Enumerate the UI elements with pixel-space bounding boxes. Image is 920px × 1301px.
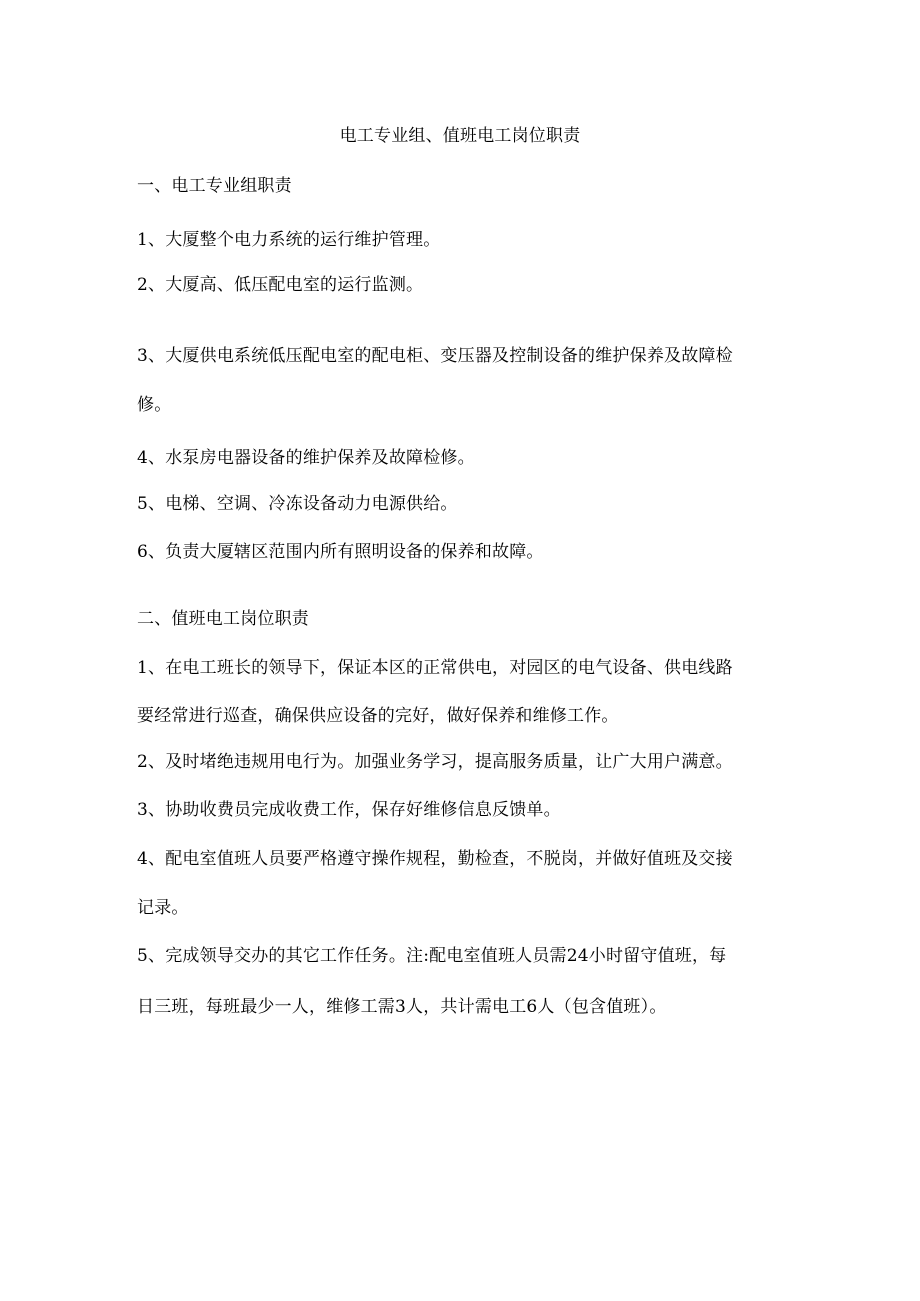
section2-item-continued: 日三班，每班最少一人，维修工需3人，共计需电工6人（包含值班）。 bbox=[137, 997, 667, 1017]
section1-item: 2、大厦高、低压配电室的运行监测。 bbox=[137, 275, 424, 295]
section1-item: 3、大厦供电系统低压配电室的配电柜、变压器及控制设备的维护保养及故障检 bbox=[137, 346, 733, 366]
section2-item: 1、在电工班长的领导下，保证本区的正常供电，对园区的电气设备、供电线路 bbox=[137, 658, 733, 678]
section2-item-continued: 记录。 bbox=[137, 898, 189, 918]
section1-item: 1、大厦整个电力系统的运行维护管理。 bbox=[137, 230, 441, 250]
section2-item-continued: 要经常进行巡查，确保供应设备的完好，做好保养和维修工作。 bbox=[137, 706, 619, 726]
section1-heading: 一、电工专业组职责 bbox=[137, 176, 292, 196]
section2-item: 5、完成领导交办的其它工作任务。注:配电室值班人员需24小时留守值班，每 bbox=[137, 946, 727, 966]
section1-item: 5、电梯、空调、冷冻设备动力电源供给。 bbox=[137, 494, 458, 514]
section1-item: 6、负责大厦辖区范围内所有照明设备的保养和故障。 bbox=[137, 542, 544, 562]
section1-item-continued: 修。 bbox=[137, 395, 172, 415]
section2-item: 4、配电室值班人员要严格遵守操作规程，勤检查，不脱岗，并做好值班及交接 bbox=[137, 849, 733, 869]
section2-item: 2、及时堵绝违规用电行为。加强业务学习，提高服务质量，让广大用户满意。 bbox=[137, 752, 733, 772]
section1-item: 4、水泵房电器设备的维护保养及故障检修。 bbox=[137, 448, 475, 468]
section2-item: 3、协助收费员完成收费工作，保存好维修信息反馈单。 bbox=[137, 800, 561, 820]
section2-heading: 二、值班电工岗位职责 bbox=[137, 609, 309, 629]
document-title: 电工专业组、值班电工岗位职责 bbox=[339, 126, 581, 146]
